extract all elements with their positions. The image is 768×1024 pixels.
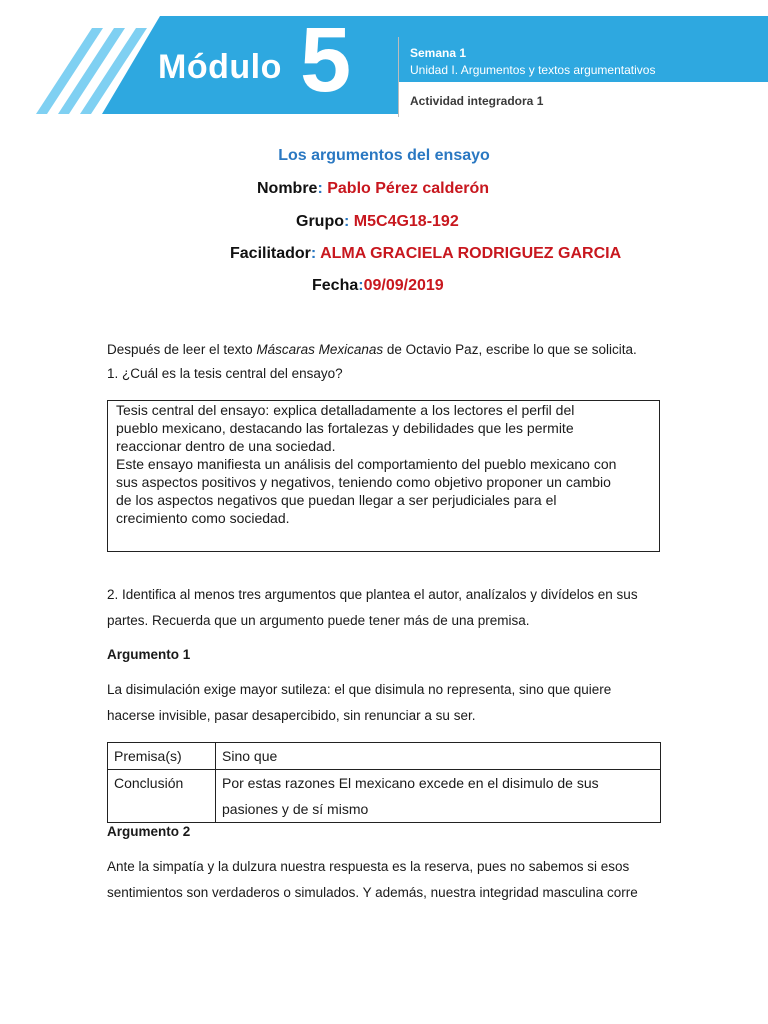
tesis-line: crecimiento como sociedad. (116, 510, 290, 526)
module-number: 5 (300, 9, 352, 111)
nombre-label: Nombre (257, 180, 318, 197)
module-banner (0, 0, 768, 130)
argumento-2-heading: Argumento 2 (107, 824, 191, 839)
facilitador-value: ALMA GRACIELA RODRIGUEZ GARCIA (320, 245, 622, 262)
facilitador-label: Facilitador (230, 245, 311, 262)
tesis-line: pueblo mexicano, destacando las fortalezas y debilidades que les permite (116, 420, 574, 436)
conclusion-label: Conclusión (108, 770, 216, 823)
unit-label: Unidad I. Argumentos y textos argumentativos (410, 63, 656, 77)
grupo-line: Grupo: M5C4G18-192 (296, 213, 459, 230)
tesis-line: reaccionar dentro de una sociedad. (116, 438, 336, 454)
tesis-line: de los aspectos negativos que puedan llegar a ser perjudiciales para el (116, 492, 557, 508)
intro-line: Después de leer el texto Máscaras Mexicanas de Octavio Paz, escribe lo que se solicita. (107, 342, 637, 357)
document-title: Los argumentos del ensayo (278, 147, 490, 164)
facilitador-line: Facilitador: ALMA GRACIELA RODRIGUEZ GARCIA (230, 245, 622, 262)
table-row (108, 743, 661, 770)
premisa-value: Sino que (216, 743, 661, 770)
fecha-value: 09/09/2019 (363, 277, 444, 294)
question-1: 1. ¿Cuál es la tesis central del ensayo? (107, 366, 343, 381)
fecha-line: Fecha:09/09/2019 (312, 277, 444, 294)
tesis-line: Tesis central del ensayo: explica detalladamente a los lectores el perfil del (116, 402, 575, 418)
grupo-label: Grupo (296, 213, 344, 230)
argumento-2-text: Ante la simpatía y la dulzura nuestra respuesta es la reserva, pues no sabemos si esos (107, 859, 630, 874)
argumento-2-text: sentimientos son verdaderos o simulados. Y además, nuestra integridad masculina corre (107, 885, 638, 900)
book-title: Máscaras Mexicanas (256, 342, 384, 357)
tesis-box (107, 400, 660, 552)
activity-label: Actividad integradora 1 (410, 94, 544, 108)
banner-divider (398, 37, 399, 117)
nombre-value: Pablo Pérez calderón (327, 180, 490, 197)
tesis-line: Este ensayo manifiesta un análisis del comportamiento del pueblo mexicano con (116, 456, 617, 472)
module-word: Módulo (158, 48, 282, 86)
argumento-1-heading: Argumento 1 (107, 647, 191, 662)
question-2-line: partes. Recuerda que un argumento puede tener más de una premisa. (107, 613, 530, 628)
argumento-1-text: La disimulación exige mayor sutileza: el que disimula no representa, sino que quiere (107, 682, 612, 697)
table-row (108, 770, 661, 823)
grupo-value: M5C4G18-192 (353, 213, 459, 230)
premisa-label: Premisa(s) (108, 743, 216, 770)
conclusion-value: Por estas razones El mexicano excede en el disimulo de sus pasiones y de sí mismo (216, 770, 661, 823)
nombre-line: Nombre: Pablo Pérez calderón (257, 180, 490, 197)
question-2-line: 2. Identifica al menos tres argumentos que plantea el autor, analízalos y divídelos en sus (107, 587, 638, 602)
week-label: Semana 1 (410, 46, 467, 60)
argumento-1-text: hacerse invisible, pasar desapercibido, sin renunciar a su ser. (107, 708, 476, 723)
tesis-line: sus aspectos positivos y negativos, teniendo como objetivo proponer un cambio (116, 474, 611, 490)
argumento-1-table (107, 742, 661, 823)
fecha-label: Fecha (312, 277, 359, 294)
